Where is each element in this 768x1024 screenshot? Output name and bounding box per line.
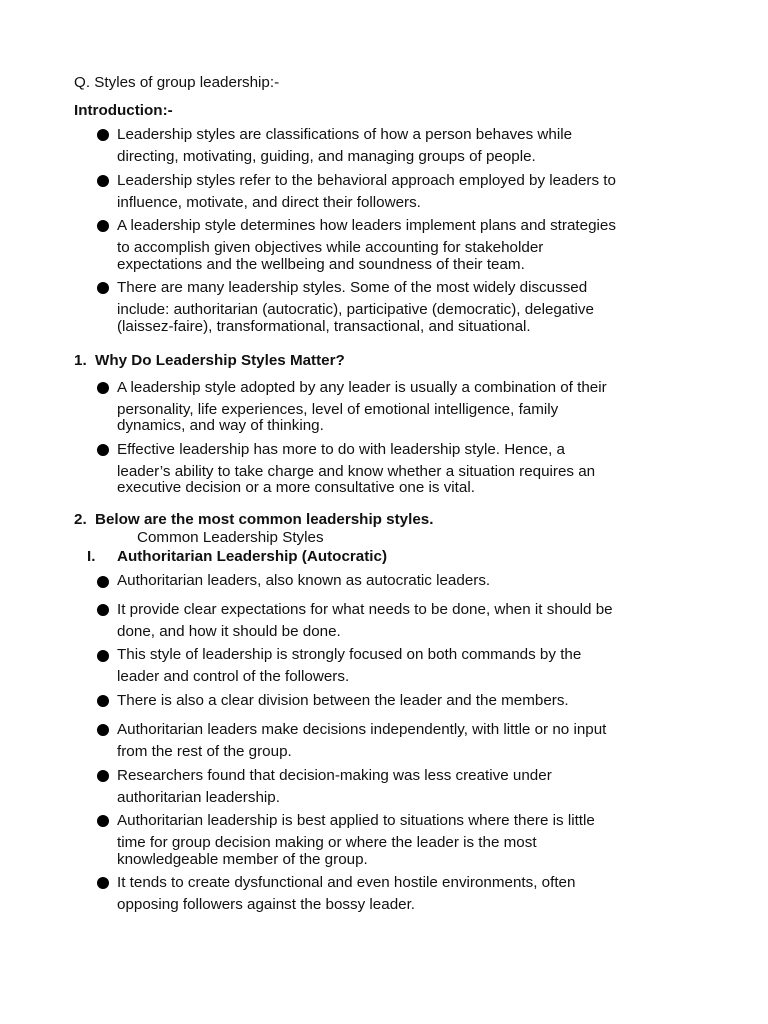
bullet-icon bbox=[97, 724, 109, 736]
list-item-line: directing, motivating, guiding, and managing groups of people. bbox=[117, 148, 536, 165]
bullet-icon bbox=[97, 175, 109, 187]
list-item-line: include: authoritarian (autocratic), participative (democratic), delegative bbox=[117, 301, 594, 318]
list-item-line: leader’s ability to take charge and know whether a situation requires an bbox=[117, 463, 596, 480]
list-item-line: Leadership styles are classifications of how a person behaves while bbox=[117, 126, 573, 143]
section-heading: Below are the most common leadership styles. bbox=[95, 511, 434, 528]
list-item-line: to accomplish given objectives while accounting for stakeholder bbox=[117, 239, 544, 256]
list-item-line: It tends to create dysfunctional and even hostile environments, often bbox=[117, 874, 576, 891]
list-item-line: authoritarian leadership. bbox=[117, 789, 280, 806]
list-item-line: Researchers found that decision-making was less creative under bbox=[117, 767, 552, 784]
bullet-icon bbox=[97, 770, 109, 782]
list-item-line: Authoritarian leaders make decisions independently, with little or no input bbox=[117, 721, 607, 738]
section-subheading: Common Leadership Styles bbox=[137, 529, 324, 546]
bullet-icon bbox=[97, 695, 109, 707]
list-item-line: dynamics, and way of thinking. bbox=[117, 417, 324, 434]
list-item-line: Leadership styles refer to the behavioral approach employed by leaders to bbox=[117, 172, 616, 189]
list-item-line: influence, motivate, and direct their followers. bbox=[117, 194, 421, 211]
intro-heading: Introduction:- bbox=[74, 102, 173, 119]
list-item-line: time for group decision making or where the leader is the most bbox=[117, 834, 537, 851]
bullet-icon bbox=[97, 382, 109, 394]
list-item-line: from the rest of the group. bbox=[117, 743, 292, 760]
list-item-line: A leadership style adopted by any leader is usually a combination of their bbox=[117, 379, 607, 396]
question-title: Q. Styles of group leadership:- bbox=[74, 74, 280, 91]
section-number: 2. bbox=[74, 511, 87, 528]
list-item-line: Authoritarian leaders, also known as autocratic leaders. bbox=[117, 572, 491, 589]
bullet-icon bbox=[97, 576, 109, 588]
list-item-line: personality, life experiences, level of emotional intelligence, family bbox=[117, 401, 559, 418]
list-item-line: There are many leadership styles. Some of the most widely discussed bbox=[117, 279, 588, 296]
list-item-line: A leadership style determines how leaders implement plans and strategies bbox=[117, 217, 616, 234]
list-item-line: Authoritarian leadership is best applied to situations where there is little bbox=[117, 812, 595, 829]
list-item-line: It provide clear expectations for what needs to be done, when it should be bbox=[117, 601, 613, 618]
bullet-icon bbox=[97, 815, 109, 827]
list-item-line: There is also a clear division between the leader and the members. bbox=[117, 692, 569, 709]
bullet-icon bbox=[97, 129, 109, 141]
bullet-icon bbox=[97, 220, 109, 232]
list-item-line: This style of leadership is strongly focused on both commands by the bbox=[117, 646, 582, 663]
bullet-icon bbox=[97, 877, 109, 889]
subsection-numeral: I. bbox=[87, 548, 96, 565]
list-item-line: opposing followers against the bossy leader. bbox=[117, 896, 416, 913]
list-item-line: (laissez-faire), transformational, transactional, and situational. bbox=[117, 318, 531, 335]
section-number: 1. bbox=[74, 352, 87, 369]
list-item-line: leader and control of the followers. bbox=[117, 668, 350, 685]
bullet-icon bbox=[97, 604, 109, 616]
bullet-icon bbox=[97, 282, 109, 294]
section-heading: Why Do Leadership Styles Matter? bbox=[95, 352, 345, 369]
list-item-line: done, and how it should be done. bbox=[117, 623, 341, 640]
list-item-line: Effective leadership has more to do with leadership style. Hence, a bbox=[117, 441, 565, 458]
list-item-line: expectations and the wellbeing and soundness of their team. bbox=[117, 256, 525, 273]
list-item-line: executive decision or a more consultative one is vital. bbox=[117, 479, 475, 496]
subsection-heading: Authoritarian Leadership (Autocratic) bbox=[117, 548, 388, 565]
list-item-line: knowledgeable member of the group. bbox=[117, 851, 368, 868]
bullet-icon bbox=[97, 444, 109, 456]
bullet-icon bbox=[97, 650, 109, 662]
